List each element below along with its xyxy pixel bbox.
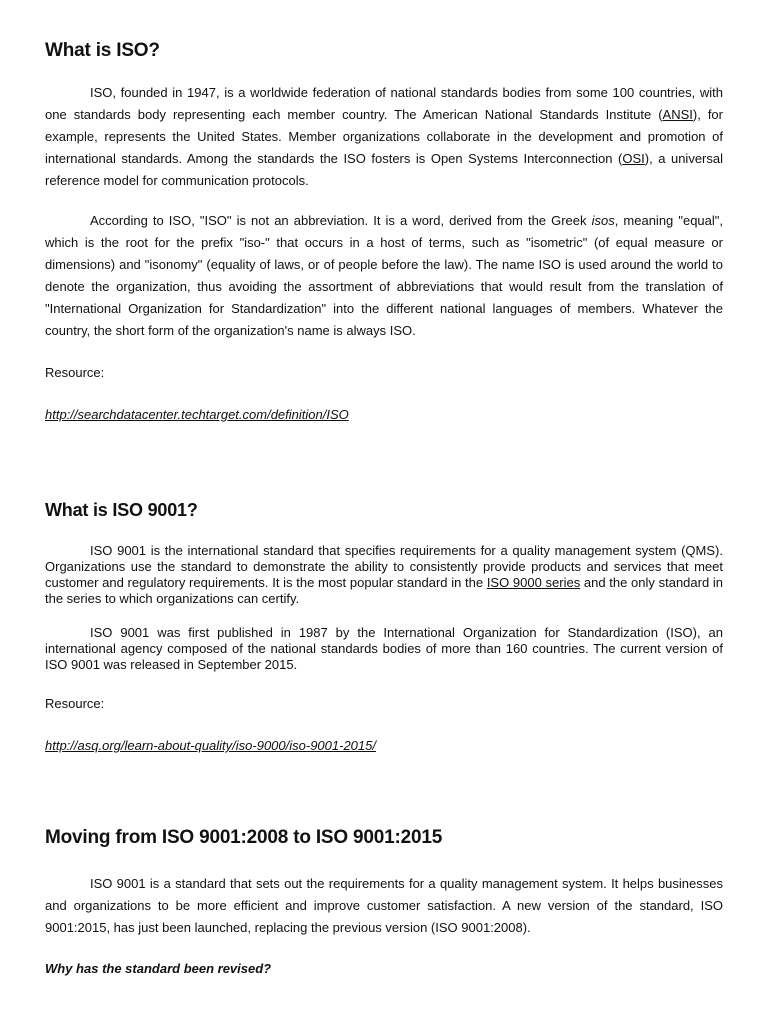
subheading-why-revised: Why has the standard been revised? — [45, 961, 272, 976]
text-run: and the only standard in the series to which organizations can certify. — [45, 575, 724, 606]
resource-link-techtarget[interactable]: http://searchdatacenter.techtarget.com/definition/ISO — [45, 407, 349, 422]
text-run: ), a universal reference model for communication protocols. — [45, 151, 724, 188]
resource-label: Resource: — [45, 365, 105, 380]
paragraph-iso-9001-requirements: ISO 9001 is a standard that sets out the requirements for a quality management system. It helps businesses and organizations to be more efficient and improve customer satisfaction. A new version of the standard, ISO 9001:2015, has just been launched, replacing the previous version (ISO 9001:2008). — [45, 876, 723, 935]
resource-label: Resource: — [45, 696, 105, 711]
paragraph-iso-9001-published: ISO 9001 was first published in 1987 by the International Organization for Standardization (ISO), an international agency composed of the national standards bodies of more than 160 countries. The current version of ISO 9001 was released in September 2015. — [45, 625, 723, 672]
text-run: ISO 9001 is the international standard that specifies requirements for a quality management system (QMS). Organizations use the standard to demonstrate the ability to consistently provide products and services that meet customer and regulatory requirements. It is the most popular standard in the — [45, 543, 723, 590]
paragraph-iso-not-abbreviation — [45, 210, 723, 342]
heading-what-is-iso-9001: What is ISO 9001? — [45, 500, 198, 520]
heading-what-is-iso: What is ISO? — [45, 40, 160, 61]
text-run: ISO, founded in 1947, is a worldwide federation of national standards bodies from some 100 countries, with one standards body representing each member country. The American National Standards Institute ( — [45, 85, 723, 122]
paragraph-iso-founded — [45, 82, 723, 192]
text-isos: isos — [591, 213, 615, 228]
heading-moving-iso-9001: Moving from ISO 9001:2008 to ISO 9001:2015 — [45, 827, 443, 848]
text-run: , meaning "equal", which is the root for the prefix "iso-" that occurs in a host of terms, such as "isometric" (of equal measure or dimensions) and "isonomy" (equality of laws, or of people before the law). The name ISO is used around the world to denote the organization, thus avoiding the assortment of abbreviations that would result from the translation of "International Organization for Standardization" into the different national languages of members. Whatever the country, the short form of the organization's name is always ISO. — [45, 213, 723, 338]
link-iso-9000-series[interactable]: ISO 9000 series — [486, 575, 581, 590]
text-run: According to ISO, "ISO" is not an abbreviation. It is a word, derived from the Greek — [90, 213, 592, 228]
paragraph-iso-9001-standard — [45, 543, 723, 607]
link-ansi[interactable]: ANSI — [662, 107, 693, 122]
link-osi[interactable]: OSI — [622, 151, 645, 166]
resource-link-asq[interactable]: http://asq.org/learn-about-quality/iso-9000/iso-9001-2015/ — [45, 738, 376, 753]
text-run: ), for example, represents the United States. Member organizations collaborate in the development and promotion of international standards. Among the standards the ISO fosters is Open Systems Interconnection ( — [45, 107, 723, 166]
